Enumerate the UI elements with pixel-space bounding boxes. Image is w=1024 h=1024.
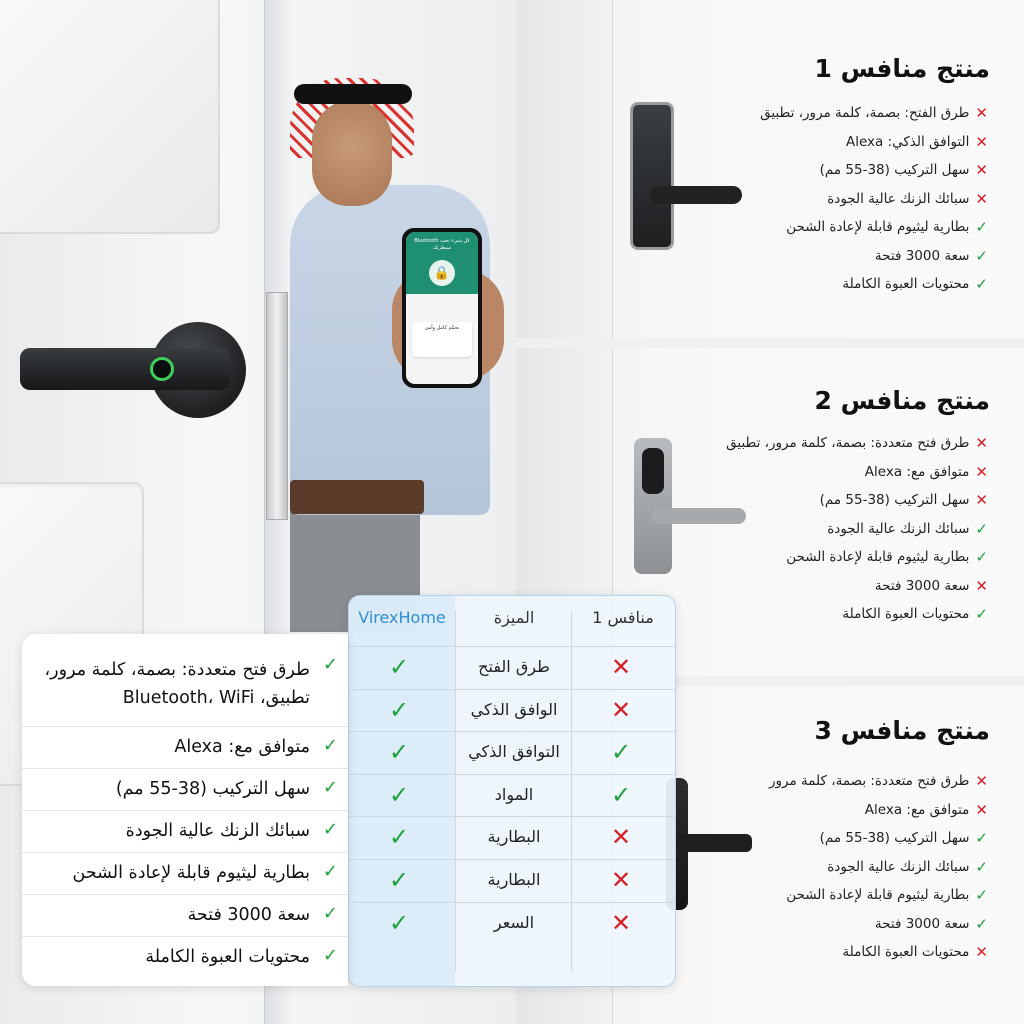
competitor-feature-label: محتويات العبوة الكاملة [842, 944, 970, 960]
cross-icon: ✕ [975, 104, 988, 122]
competitor-feature [820, 161, 988, 179]
check-icon: ✓ [975, 829, 988, 847]
check-icon: ✓ [389, 908, 410, 937]
competitor-feature [827, 520, 988, 538]
competitor-feature [846, 133, 988, 151]
virex-feature-label: محتويات العبوة الكاملة [145, 947, 310, 967]
check-icon: ✓ [322, 777, 338, 798]
virex-feature-label: متوافق مع: Alexa [174, 737, 310, 757]
competitor-feature-label: سبائك الزنك عالية الجودة [827, 190, 970, 207]
table-feature-cell: الوافق الذكي [470, 699, 558, 719]
cross-icon: ✕ [975, 189, 988, 208]
table-feature-cell: المواد [494, 784, 534, 804]
virex-feature-label: سبائك الزنك عالية الجودة [125, 821, 310, 841]
check-icon: ✓ [389, 738, 410, 767]
competitor-title: منتج منافس 2 [814, 386, 990, 415]
competitor-feature [786, 218, 988, 236]
competitor-feature [786, 886, 988, 904]
virex-feature-row [22, 648, 348, 726]
competitor-feature [827, 858, 988, 876]
competitor-feature [875, 915, 988, 933]
competitor-panel-1 [516, 0, 1024, 338]
check-icon: ✓ [975, 886, 988, 904]
cross-icon: ✕ [611, 695, 632, 724]
check-icon: ✓ [322, 861, 338, 882]
table-row [349, 646, 675, 689]
check-icon: ✓ [322, 654, 338, 675]
competitor-title: منتج منافس 3 [814, 716, 990, 745]
competitor-feature [865, 463, 988, 481]
virex-feature-row [22, 810, 348, 853]
check-icon: ✓ [975, 857, 988, 876]
agal [294, 84, 412, 104]
app-header [406, 232, 478, 294]
competitor-feature [875, 577, 988, 595]
man-belt [290, 480, 424, 514]
check-icon: ✓ [389, 695, 410, 724]
app-card: تحكم كامل وآمن [412, 322, 472, 357]
app-header-text: Bluetooth كل شيء تحت سيطرتك [414, 238, 470, 251]
cross-icon: ✕ [975, 462, 988, 481]
table-feature-cell: التوافق الذكي [468, 742, 560, 762]
table-row [349, 902, 675, 945]
strike-plate [266, 292, 288, 520]
cross-icon: ✕ [975, 772, 988, 790]
man-face [312, 100, 392, 206]
competitor-header: منافس 1 [592, 608, 654, 627]
cross-icon: ✕ [975, 434, 988, 452]
check-icon: ✓ [389, 780, 410, 809]
cross-icon: ✕ [975, 576, 988, 595]
competitor-handle-3 [676, 834, 752, 852]
check-icon: ✓ [975, 605, 988, 623]
competitor-feature-label: محتويات العبوة الكاملة [842, 276, 970, 292]
smartphone [402, 228, 482, 388]
competitor-feature [786, 548, 988, 566]
door-panel-upper [0, 0, 220, 234]
competitor-feature-label: متوافق مع: Alexa [864, 463, 970, 480]
virex-feature-label: بطارية ليثيوم قابلة لإعادة الشحن [72, 863, 310, 883]
competitor-feature [820, 491, 988, 509]
competitor-feature-label: طرق فتح متعددة: بصمة، كلمة مرور، تطبيق [726, 435, 970, 451]
check-icon: ✓ [975, 548, 988, 566]
feature-header: الميزة [493, 608, 535, 627]
competitor-feature-label: سهل التركيب (38-55 مم) [819, 492, 970, 508]
table-row [349, 774, 675, 817]
check-icon: ✓ [611, 738, 632, 767]
check-icon: ✓ [322, 945, 338, 966]
check-icon: ✓ [322, 903, 338, 924]
check-icon: ✓ [322, 735, 338, 756]
competitor-feature [760, 104, 988, 122]
virex-feature-row [22, 852, 348, 895]
check-icon: ✓ [389, 653, 410, 681]
fingerprint-sensor-icon [150, 357, 174, 381]
table-row [349, 689, 675, 732]
cross-icon: ✕ [975, 132, 988, 151]
competitor-handle-1 [650, 186, 742, 204]
competitor-feature [726, 434, 988, 452]
cross-icon: ✕ [611, 653, 632, 681]
competitor-feature-label: سبائك الزنك عالية الجودة [827, 520, 970, 537]
competitor-feature-label: متوافق مع: Alexa [864, 801, 970, 818]
cross-icon: ✕ [611, 908, 632, 937]
cross-icon: ✕ [975, 491, 988, 509]
competitor-lock-2-screen [642, 448, 664, 494]
table-feature-cell: طرق الفتح [478, 657, 550, 676]
competitor-feature-label: طرق فتح متعددة: بصمة، كلمة مرور [768, 773, 970, 789]
competitor-title: منتج منافس 1 [814, 54, 990, 83]
check-icon: ✓ [389, 866, 410, 894]
virex-feature-label: سهل التركيب (38-55 مم) [115, 779, 310, 799]
check-icon: ✓ [322, 819, 338, 840]
cross-icon: ✕ [611, 866, 632, 894]
table-row [349, 859, 675, 902]
competitor-feature-label: سهل التركيب (38-55 مم) [819, 162, 970, 178]
virex-feature-row [22, 936, 348, 979]
competitor-feature-label: سعة 3000 فتحة [874, 577, 970, 594]
competitor-feature-label: بطارية ليثيوم قابلة لإعادة الشحن [786, 549, 970, 565]
competitor-feature-label: سبائك الزنك عالية الجودة [827, 858, 970, 875]
competitor-feature-label: التوافق الذكي: Alexa [845, 133, 970, 150]
competitor-door [516, 0, 613, 338]
competitor-feature [842, 275, 988, 293]
virex-feature-row [22, 726, 348, 769]
competitor-feature [842, 605, 988, 623]
table-feature-cell: البطارية [487, 827, 541, 847]
competitor-feature [820, 829, 988, 847]
competitor-feature [875, 247, 988, 265]
cross-icon: ✕ [975, 943, 988, 961]
competitor-feature-label: محتويات العبوة الكاملة [842, 606, 970, 622]
competitor-feature [827, 190, 988, 208]
competitor-feature-label: بطارية ليثيوم قابلة لإعادة الشحن [786, 219, 970, 235]
check-icon: ✓ [975, 519, 988, 538]
virex-feature-label: سعة 3000 فتحة [187, 905, 310, 925]
check-icon: ✓ [975, 218, 988, 236]
competitor-handle-2 [652, 508, 746, 524]
cross-icon: ✕ [975, 161, 988, 179]
competitor-feature [769, 772, 988, 790]
virex-feature-label: طرق فتح متعددة: بصمة، كلمة مرور، تطبيق، Bluetooth، WiFi [44, 660, 310, 708]
check-icon: ✓ [611, 780, 632, 809]
phone-screen [406, 232, 478, 384]
competitor-feature [865, 801, 988, 819]
comparison-table [348, 595, 676, 987]
virex-feature-row [22, 894, 348, 937]
virex-feature-row [22, 768, 348, 811]
competitor-feature-label: سهل التركيب (38-55 مم) [819, 830, 970, 846]
smart-lock-handle [20, 348, 230, 390]
competitor-feature-label: طرق الفتح: بصمة، كلمة مرور، تطبيق [760, 105, 970, 121]
competitor-lock-1 [630, 102, 674, 250]
check-icon: ✓ [975, 914, 988, 933]
table-row [349, 731, 675, 774]
table-row [349, 816, 675, 859]
competitor-feature-label: سعة 3000 فتحة [874, 247, 970, 264]
cross-icon: ✕ [611, 823, 632, 852]
check-icon: ✓ [975, 275, 988, 293]
table-feature-cell: البطارية [487, 870, 541, 889]
lock-icon[interactable]: 🔒 [429, 260, 455, 286]
competitor-feature-label: سعة 3000 فتحة [874, 915, 970, 932]
competitor-feature [842, 943, 988, 961]
competitor-feature-label: بطارية ليثيوم قابلة لإعادة الشحن [786, 887, 970, 903]
check-icon: ✓ [975, 246, 988, 265]
virex-features-card [22, 634, 348, 986]
cross-icon: ✕ [975, 800, 988, 819]
table-feature-cell: السعر [493, 912, 535, 932]
check-icon: ✓ [389, 823, 410, 852]
brand-header: VirexHome [358, 608, 446, 627]
